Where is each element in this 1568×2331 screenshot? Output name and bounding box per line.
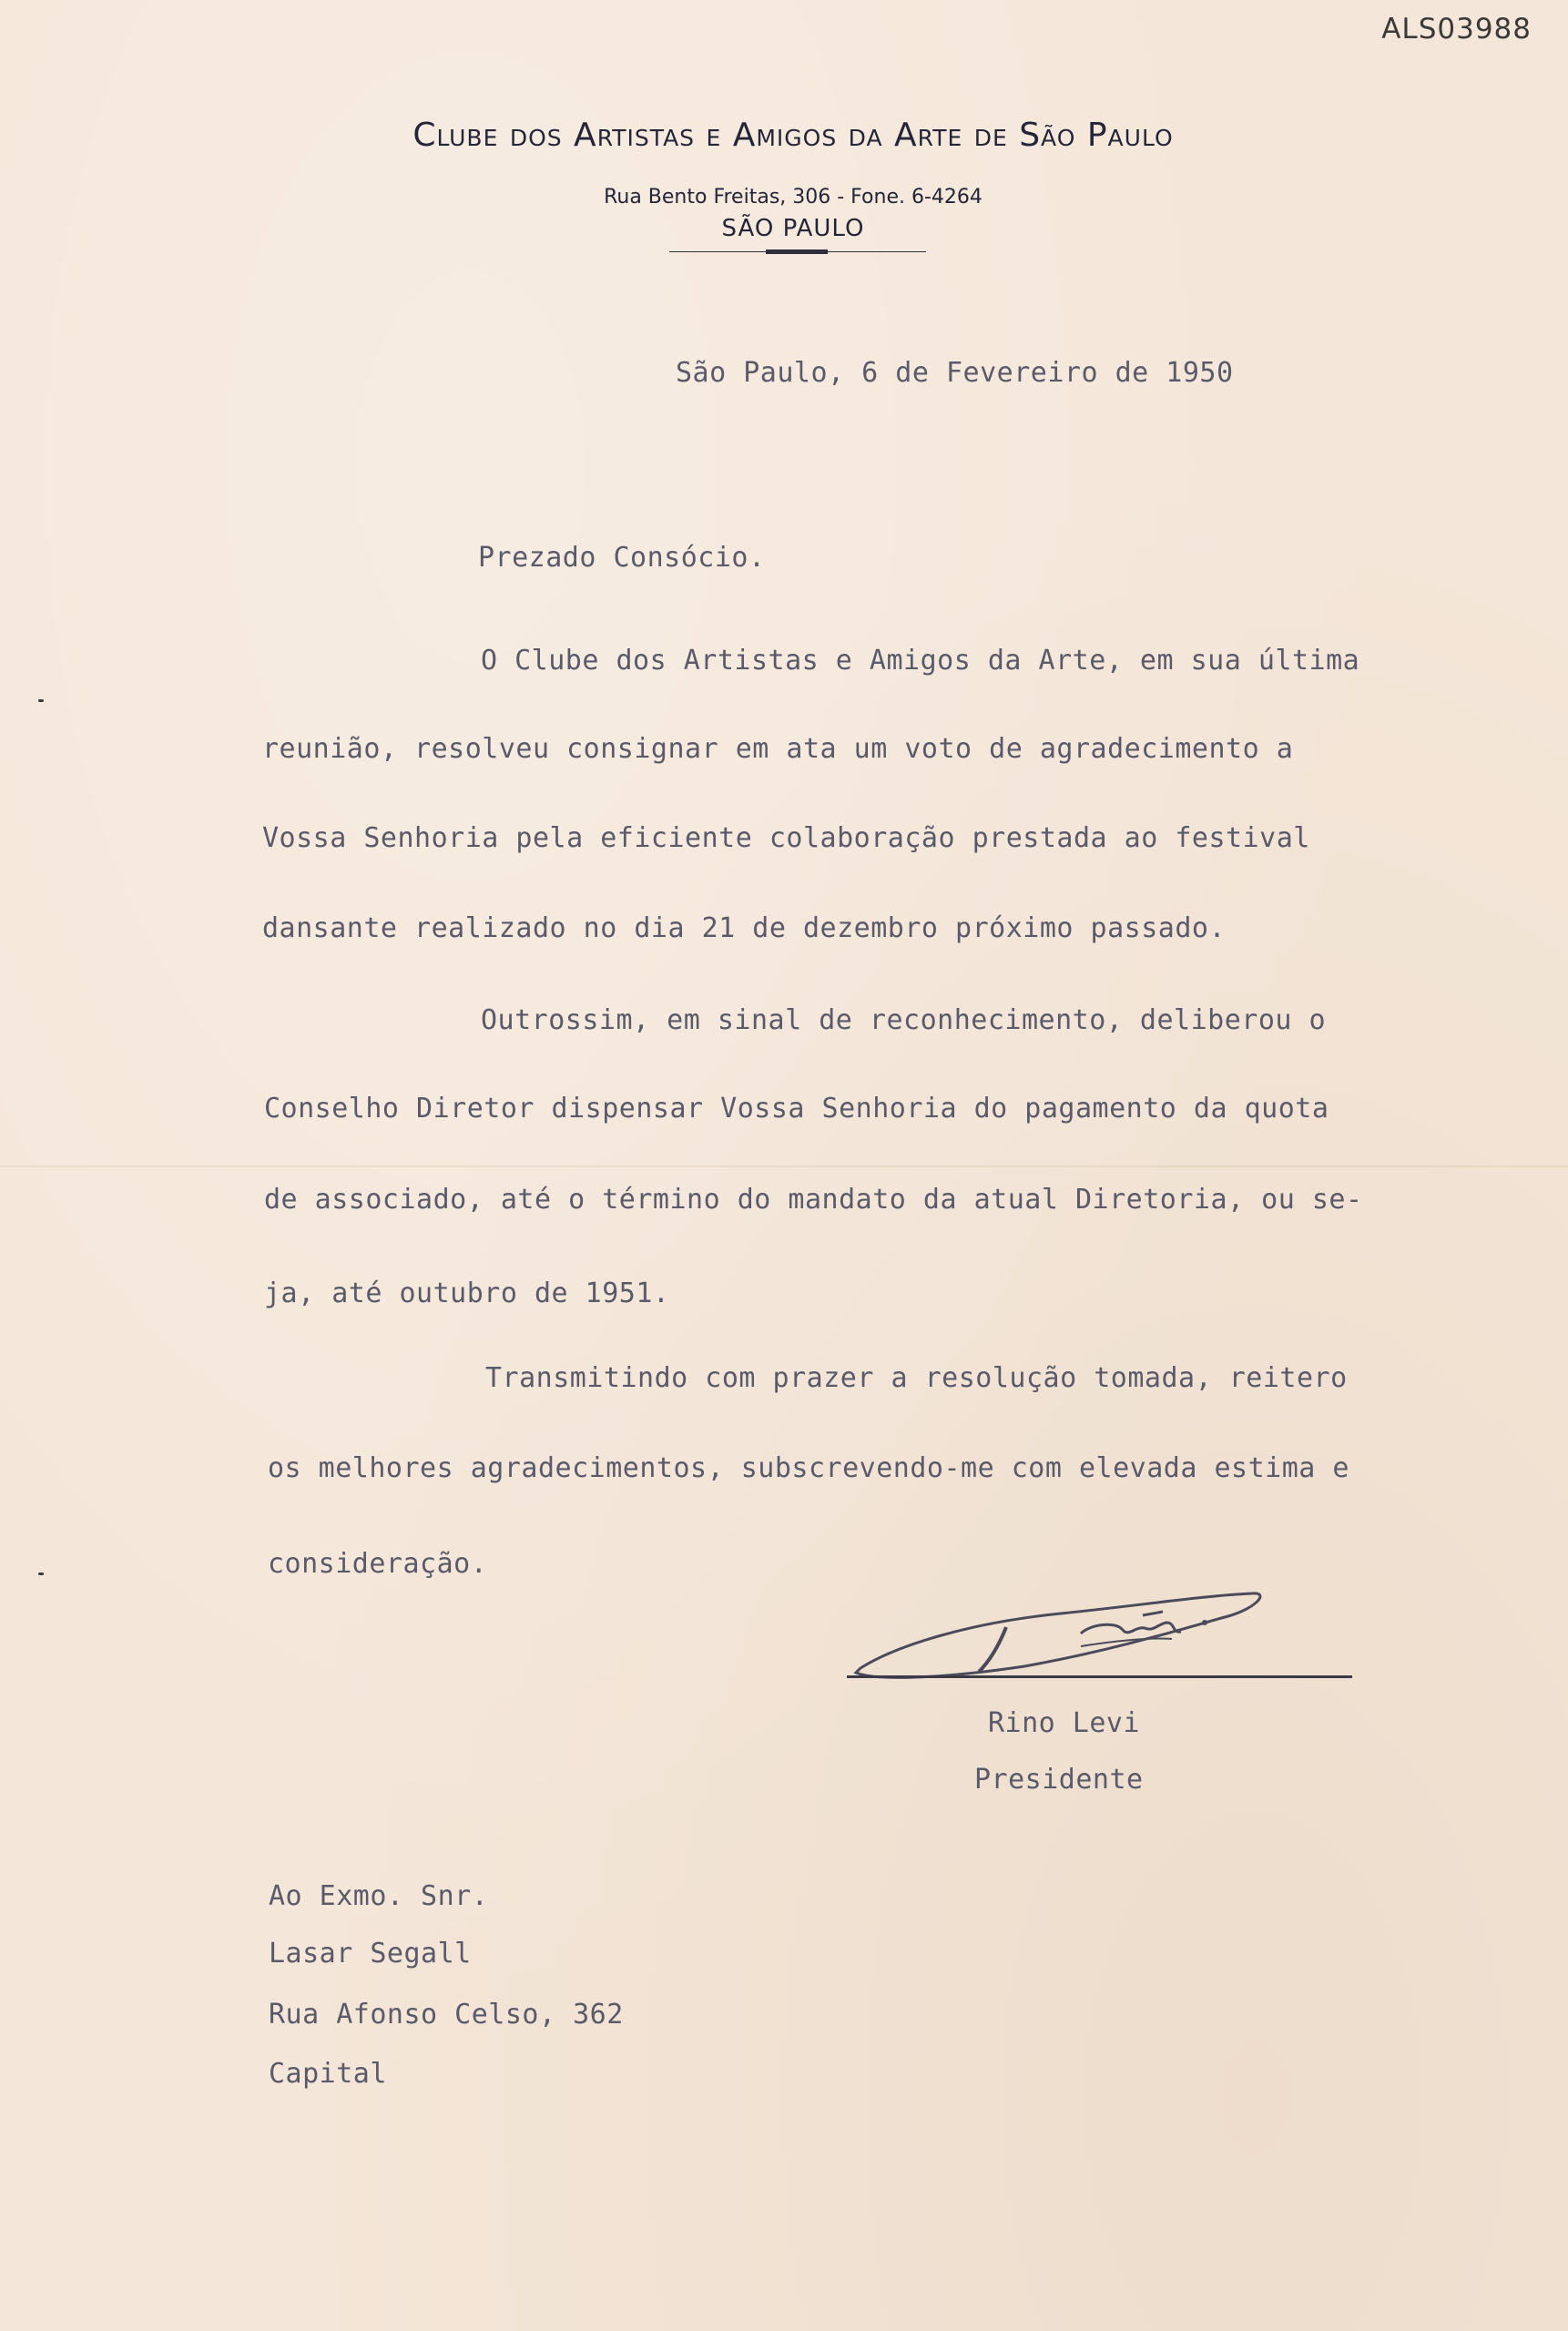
recipient-line: Ao Exmo. Snr. xyxy=(269,1880,489,1912)
letterhead-city: SÃO PAULO xyxy=(721,215,865,242)
paper-speck xyxy=(38,1573,44,1575)
body-line: dansante realizado no dia 21 de dezembro próximo passado. xyxy=(262,912,1227,944)
signatory-name: Rino Levi xyxy=(988,1707,1141,1739)
body-line: os melhores agradecimentos, subscrevendo-me com elevada estima e xyxy=(268,1452,1349,1484)
letterhead-address: Rua Bento Freitas, 306 - Fone. 6-4264 xyxy=(604,186,983,209)
body-line: ja, até outubro de 1951. xyxy=(264,1277,670,1309)
recipient-line: Capital xyxy=(269,2058,387,2090)
salutation: Prezado Consócio. xyxy=(478,542,766,574)
body-line: reunião, resolveu consignar em ata um voto de agradecimento a xyxy=(262,733,1294,765)
letterhead-rule-accent xyxy=(766,249,828,254)
body-line: O Clube dos Artistas e Amigos da Arte, em sua última xyxy=(481,645,1360,677)
letterhead-club-name: Clube dos Artistas e Amigos da Arte de São Paulo xyxy=(412,117,1174,154)
body-line: consideração. xyxy=(268,1548,488,1580)
recipient-line: Rua Afonso Celso, 362 xyxy=(269,1999,624,2031)
paper-speck xyxy=(38,699,44,702)
paper-fold xyxy=(0,1166,1568,1167)
body-line: Vossa Senhoria pela eficiente colaboração prestada ao festival xyxy=(262,822,1310,854)
signature-line xyxy=(847,1675,1352,1678)
body-line: Outrossim, em sinal de reconhecimento, deliberou o xyxy=(481,1004,1327,1036)
body-line: Conselho Diretor dispensar Vossa Senhoria do pagamento da quota xyxy=(264,1093,1329,1125)
recipient-line: Lasar Segall xyxy=(269,1938,472,1970)
signatory-title: Presidente xyxy=(974,1764,1144,1796)
archive-id: ALS03988 xyxy=(1381,13,1532,46)
date-line: São Paulo, 6 de Fevereiro de 1950 xyxy=(676,357,1234,389)
body-line: de associado, até o término do mandato da atual Diretoria, ou se- xyxy=(264,1184,1363,1216)
body-line: Transmitindo com prazer a resolução tomada, reitero xyxy=(485,1362,1348,1394)
handwritten-signature xyxy=(842,1559,1366,1686)
